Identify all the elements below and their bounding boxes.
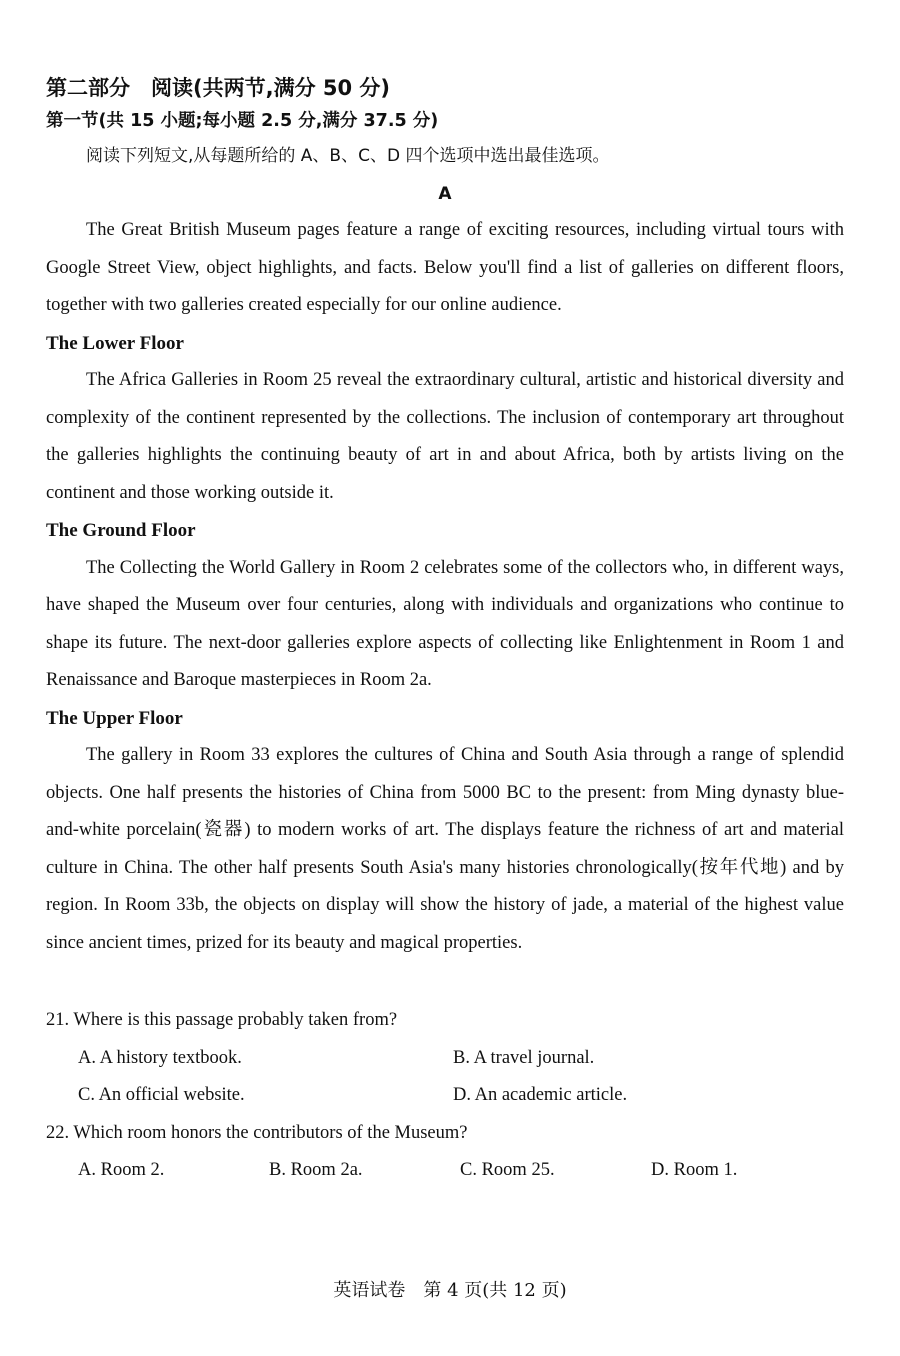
question-21-stem: 21. Where is this passage probably taken from? — [46, 1010, 398, 1030]
floor-heading-lower: The Lower Floor — [46, 332, 184, 354]
question-22-option-c: C. Room 25. — [460, 1160, 555, 1180]
floor-text-ground: The Collecting the World Gallery in Room 2 celebrates some of the collectors who, in different ways, have shaped the Museum over four centuries, along with individuals and organizations who continue to shape its future. The next-door galleries explore aspects of collecting like Enlightenment in Room 1 and Renaissance and Baroque masterpieces in Room 2a. — [46, 557, 844, 690]
question-21-option-c: C. An official website. — [78, 1085, 245, 1105]
question-21-option-b: B. A travel journal. — [453, 1047, 595, 1068]
floor-heading-ground: The Ground Floor — [46, 520, 196, 541]
page-footer: 英语试卷 第 4 页(共 12 页) — [333, 1280, 567, 1301]
floor-text-upper: The gallery in Room 33 explores the cultures of China and South Asia through a range of splendid objects. One half presents the histories of China from 5000 BC to the present: from Ming dynasty blue-and-white porcelain(瓷器) to modern works of art. The displays feature the richness of art and material culture in China. The other half presents South Asia's many histories chronologically(按年代地) and by region. In Room 33b, the objects on display will show the history of jade, a material of the highest value since ancient times, prized for its beauty and magical properties. — [46, 745, 844, 953]
floor-text-lower: The Africa Galleries in Room 25 reveal the extraordinary cultural, artistic and historical diversity and complexity of the continent represented by the collections. The inclusion of contemporary art throughout the galleries highlights the continuing beauty of art in and about Africa, both by artists living on the continent and those working outside it. — [46, 370, 844, 503]
question-21-option-a: A. A history textbook. — [78, 1047, 242, 1068]
question-22-stem: 22. Which room honors the contributors of the Museum? — [46, 1122, 468, 1143]
instruction: 阅读下列短文,从每题所给的 A、B、C、D 四个选项中选出最佳选项。 — [86, 146, 610, 166]
floor-heading-upper: The Upper Floor — [46, 707, 183, 729]
exam-page — [46, 70, 844, 1190]
question-22-option-b: B. Room 2a. — [269, 1160, 363, 1180]
passage-letter: A — [438, 184, 452, 204]
question-22-option-a: A. Room 2. — [78, 1160, 165, 1180]
question-21-option-d: D. An academic article. — [453, 1085, 628, 1105]
section-title: 第一节(共 15 小题;每小题 2.5 分,满分 37.5 分) — [46, 111, 439, 131]
passage-intro: The Great British Museum pages feature a range of exciting resources, including virtual tours with Google Street View, object highlights, and facts. Below you'll find a list of galleries on different floors, together with two galleries created especially for our online audience. — [46, 220, 844, 315]
part-title: 第二部分 阅读(共两节,满分 50 分) — [46, 76, 391, 100]
question-21-options — [46, 1040, 844, 1115]
question-22-option-d: D. Room 1. — [651, 1160, 738, 1180]
question-22-options — [46, 1152, 844, 1190]
question-list — [46, 1002, 844, 1190]
